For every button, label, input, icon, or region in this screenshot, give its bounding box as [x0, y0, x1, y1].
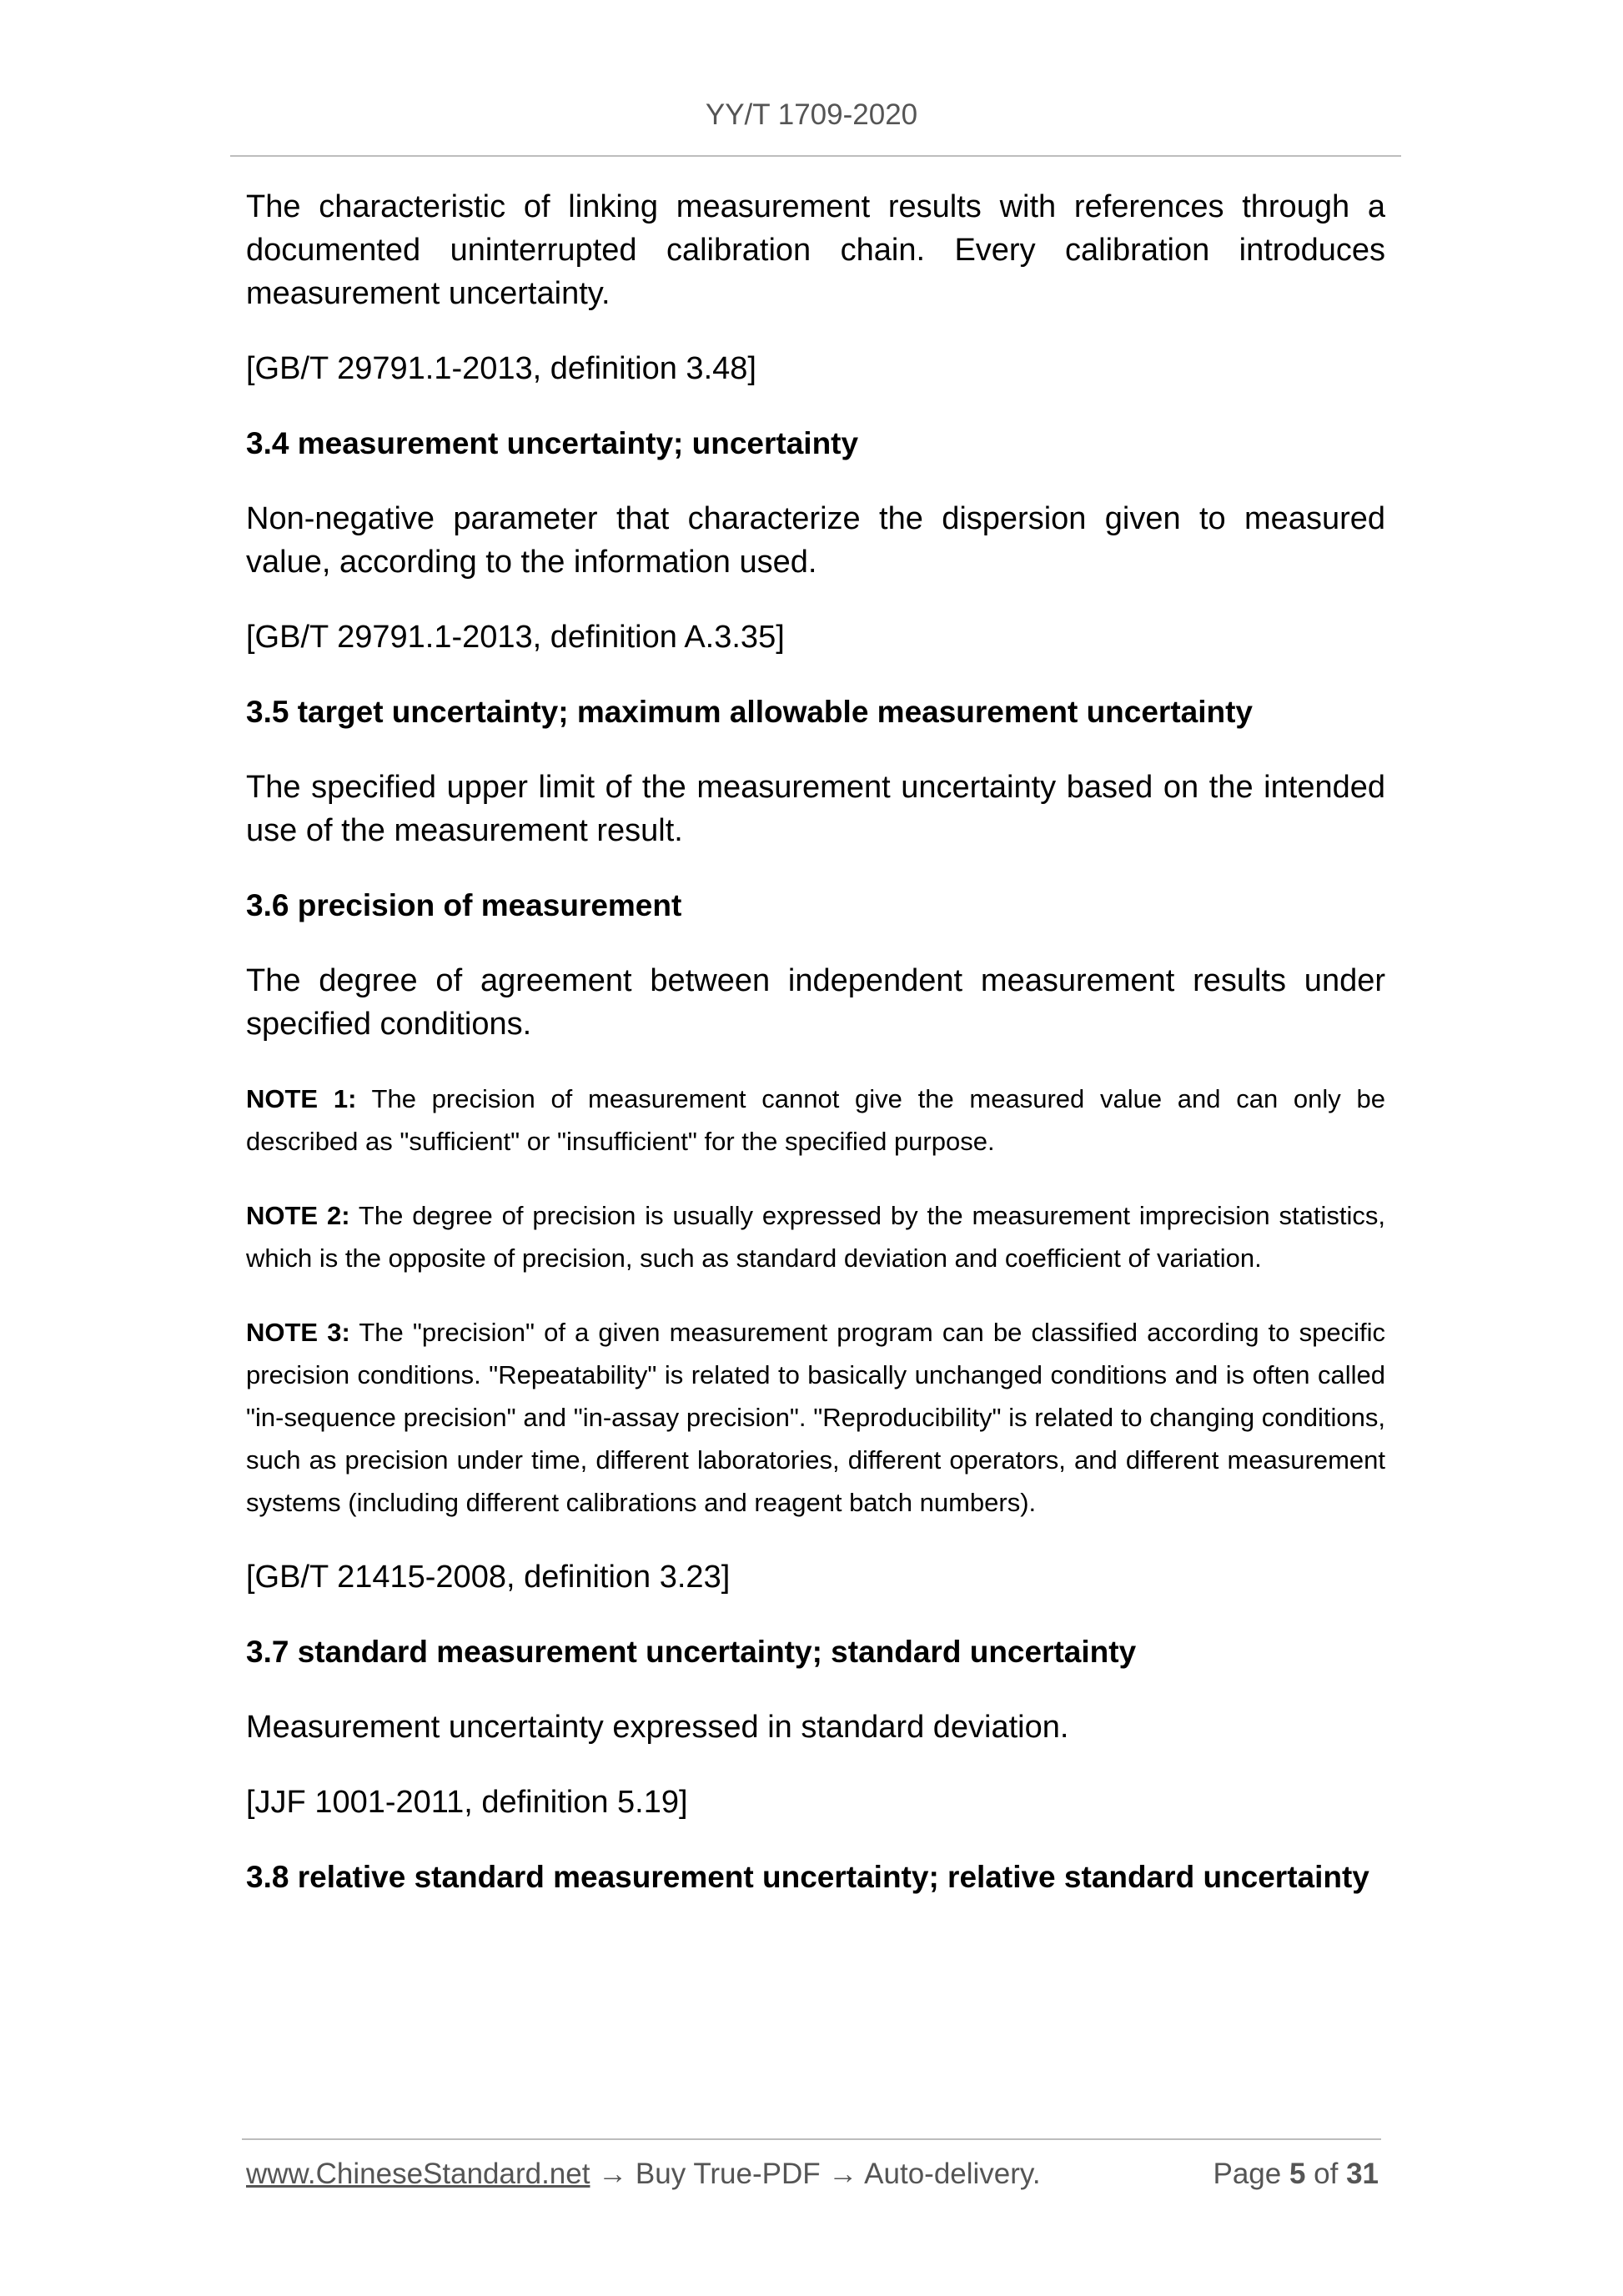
- page-number: 5: [1289, 2158, 1306, 2190]
- page-total: 31: [1346, 2158, 1379, 2190]
- header-divider: [230, 155, 1401, 157]
- section-3-6-body: The degree of agreement between independent measurement results under specified conditions.: [246, 963, 1385, 1042]
- website-link[interactable]: www.ChineseStandard.net: [246, 2158, 590, 2190]
- intro-reference: [GB/T 29791.1-2013, definition 3.48]: [246, 351, 756, 386]
- intro-paragraph: The characteristic of linking measurement results with references through a documented uninterrupted calibration chain. Every calibration introduces measurement uncertainty.: [246, 189, 1385, 311]
- section-3-7-reference: [JJF 1001-2011, definition 5.19]: [246, 1785, 688, 1820]
- section-3-6-heading: 3.6 precision of measurement: [246, 888, 682, 922]
- note-1-label: NOTE 1:: [246, 1084, 357, 1113]
- section-3-5-body: The specified upper limit of the measurement uncertainty based on the intended use of the measurement result.: [246, 770, 1385, 848]
- page-footer: [246, 2158, 1385, 2199]
- note-1-text: The precision of measurement cannot give the measured value and can only be described as "sufficient" or "insufficient" for the specified purpose.: [246, 1084, 1385, 1156]
- footer-promo: [246, 2158, 1041, 2191]
- note-2-label: NOTE 2:: [246, 1201, 350, 1230]
- section-3-7-heading: 3.7 standard measurement uncertainty; standard uncertainty: [246, 1635, 1137, 1669]
- section-3-4-body: Non-negative parameter that characterize the dispersion given to measured value, according to the information used.: [246, 501, 1385, 580]
- section-3-6-reference: [GB/T 21415-2008, definition 3.23]: [246, 1560, 731, 1595]
- section-3-7-body: Measurement uncertainty expressed in standard deviation.: [246, 1710, 1069, 1745]
- note-1: [246, 1078, 1385, 1163]
- section-3-4-heading: 3.4 measurement uncertainty; uncertainty: [246, 426, 859, 460]
- page-header: YY/T 1709-2020: [705, 98, 918, 131]
- document-body: [246, 185, 1385, 1931]
- page-label: Page: [1213, 2158, 1289, 2190]
- of-label: of: [1305, 2158, 1347, 2190]
- footer-divider: [242, 2138, 1381, 2140]
- note-2: [246, 1194, 1385, 1279]
- section-3-5-heading: 3.5 target uncertainty; maximum allowable measurement uncertainty: [246, 695, 1253, 729]
- footer-promo-text: → Buy True-PDF → Auto-delivery.: [590, 2158, 1041, 2190]
- note-3-text: The "precision" of a given measurement program can be classified according to specific precision conditions. "Repeatability" is related to basically unchanged conditions and is often called "in-sequence precision" and "in-assay precision". "Reproducibility" is related to changing conditions, such as precision under time, different laboratories, different operators, and different measurement systems (including different calibrations and reagent batch numbers).: [246, 1318, 1385, 1517]
- note-2-text: The degree of precision is usually expressed by the measurement imprecision statistics, which is the opposite of precision, such as standard deviation and coefficient of variation.: [246, 1201, 1385, 1273]
- note-3-label: NOTE 3:: [246, 1318, 350, 1347]
- section-3-4-reference: [GB/T 29791.1-2013, definition A.3.35]: [246, 620, 785, 655]
- section-3-8-heading: 3.8 relative standard measurement uncertainty; relative standard uncertainty: [246, 1860, 1369, 1894]
- page-indicator: [1213, 2158, 1379, 2191]
- note-3: [246, 1311, 1385, 1524]
